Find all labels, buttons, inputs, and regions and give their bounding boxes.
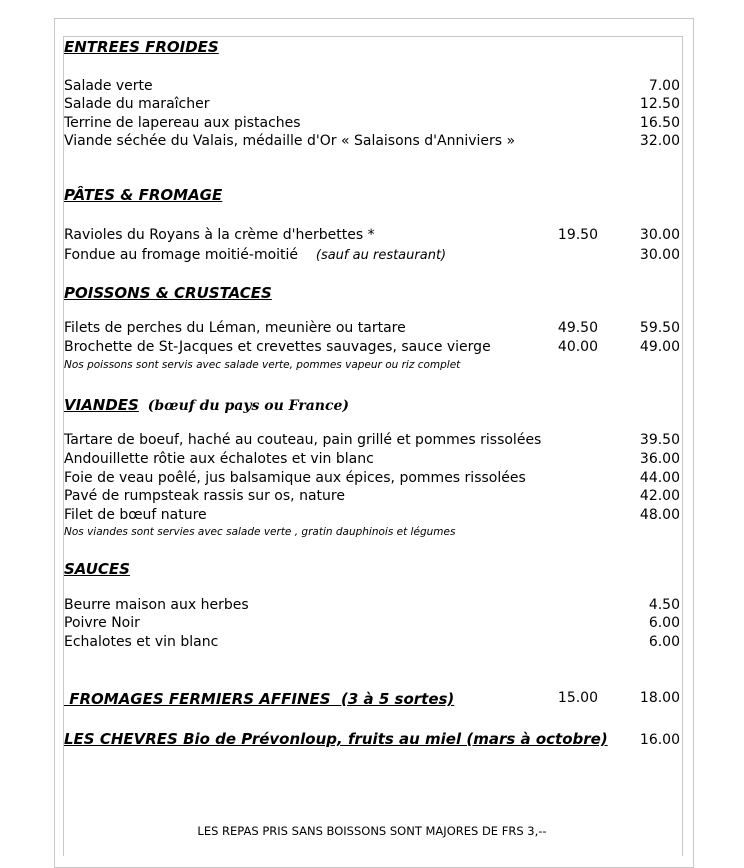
menu-item: Foie de veau poêlé, jus balsamique aux épices, pommes rissolées: [64, 470, 526, 486]
menu-item: Pavé de rumpsteak rassis sur os, nature: [64, 488, 345, 504]
menu-price: 59.50: [639, 320, 680, 336]
menu-price-half: 19.50: [557, 227, 598, 243]
menu-price: 7.00: [648, 78, 680, 94]
menu-item: Echalotes et vin blanc: [64, 634, 219, 650]
menu-item: Andouillette rôtie aux échalotes et vin blanc: [64, 451, 374, 467]
menu-price: 12.50: [639, 96, 680, 112]
menu-price: 48.00: [639, 507, 680, 523]
menu-price: 30.00: [639, 227, 680, 243]
menu-item: Terrine de lapereau aux pistaches: [64, 115, 301, 131]
menu-item-name: Fondue au fromage moitié-moitié: [64, 247, 299, 263]
menu-price-half: 40.00: [557, 339, 598, 355]
menu-item: Tartare de boeuf, haché au couteau, pain grillé et pommes rissolées: [64, 432, 542, 448]
menu-price: 18.00: [639, 690, 680, 706]
section-title-entrees: ENTREES FROIDES: [64, 38, 219, 56]
section-title-viandes: VIANDES: [64, 396, 139, 414]
menu-price: 49.00: [639, 339, 680, 355]
menu-price: 42.00: [639, 488, 680, 504]
menu-price: 6.00: [648, 634, 680, 650]
menu-item: Ravioles du Royans à la crème d'herbettes *: [64, 227, 375, 243]
section-footnote: Nos poissons sont servis avec salade verte, pommes vapeur ou riz complet: [64, 359, 461, 371]
menu-price-half: 15.00: [557, 690, 598, 706]
menu-item-note: (sauf au restaurant): [315, 248, 447, 263]
menu-price: 44.00: [639, 470, 680, 486]
menu-price: 4.50: [648, 597, 680, 613]
menu-item: Filets de perches du Léman, meunière ou tartare: [64, 320, 406, 336]
section-title-sauces: SAUCES: [64, 560, 130, 578]
section-title-chevres: LES CHEVRES Bio de Prévonloup, fruits au miel (mars à octobre): [64, 730, 608, 748]
menu-price: 32.00: [639, 133, 680, 149]
menu-price: 30.00: [639, 247, 680, 263]
section-subtitle: (bœuf du pays ou France): [147, 398, 350, 414]
menu-item: Salade verte: [64, 78, 153, 94]
menu-item: Beurre maison aux herbes: [64, 597, 249, 613]
section-footnote: Nos viandes sont servies avec salade verte , gratin dauphinois et légumes: [64, 526, 456, 538]
menu-price: 39.50: [639, 432, 680, 448]
section-title-pates: PÂTES & FROMAGE: [64, 186, 223, 204]
section-title-poissons: POISSONS & CRUSTACES: [64, 284, 272, 302]
menu-item: Salade du maraîcher: [64, 96, 210, 112]
footer-note: LES REPAS PRIS SANS BOISSONS SONT MAJORES DE FRS 3,--: [197, 824, 547, 838]
menu-price: 16.50: [639, 115, 680, 131]
menu-price: 16.00: [639, 732, 680, 748]
menu-item: Viande séchée du Valais, médaille d'Or « Salaisons d'Anniviers »: [64, 133, 516, 149]
menu-price: 36.00: [639, 451, 680, 467]
section-title-fromages: FROMAGES FERMIERS AFFINES (3 à 5 sortes): [64, 690, 455, 708]
section-title-viandes-row: [64, 396, 349, 414]
menu-item: [64, 247, 446, 263]
menu-item: Poivre Noir: [64, 615, 140, 631]
menu-price-half: 49.50: [557, 320, 598, 336]
menu-item: Brochette de St-Jacques et crevettes sauvages, sauce vierge: [64, 339, 491, 355]
menu-item: Filet de bœuf nature: [64, 507, 207, 523]
menu-price: 6.00: [648, 615, 680, 631]
